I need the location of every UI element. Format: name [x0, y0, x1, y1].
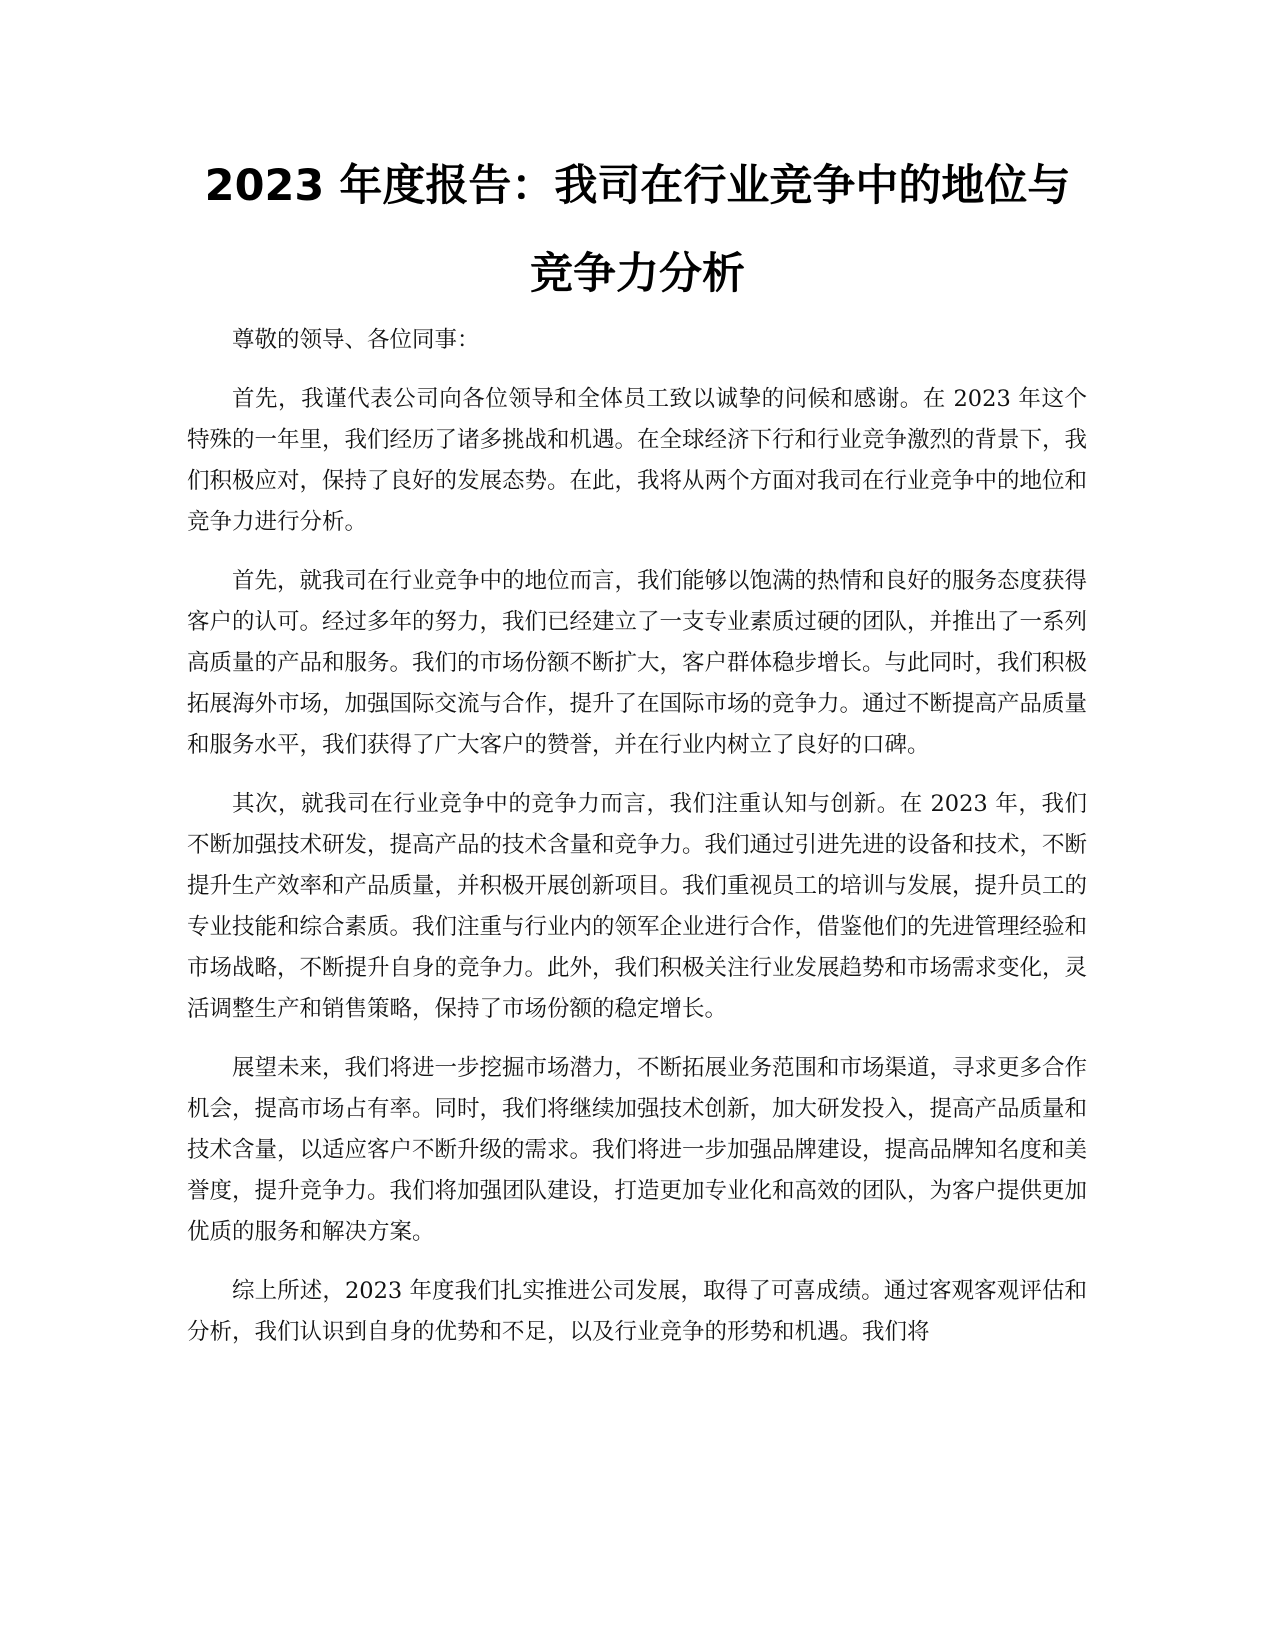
- title-line-1: 2023 年度报告：我司在行业竞争中的地位与: [204, 161, 1071, 211]
- greeting-paragraph: 尊敬的领导、各位同事：: [232, 327, 480, 353]
- paragraph-intro: 首先，我谨代表公司向各位领导和全体员工致以诚挚的问候和感谢。在 2023 年这个特殊的一年里，我们经历了诸多挑战和机遇。在全球经济下行和行业竞争激烈的背景下，我们积极应对，保持了良好的发展态势。在此，我将从两个方面对我司在行业竞争中的地位和竞争力进行分析。: [187, 386, 1088, 535]
- document-body: [187, 320, 1087, 1371]
- paragraph-competitiveness: 其次，就我司在行业竞争中的竞争力而言，我们注重认知与创新。在 2023 年，我们不断加强技术研发，提高产品的技术含量和竞争力。我们通过引进先进的设备和技术，不断提升生产效率和产品质量，并积极开展创新项目。我们重视员工的培训与发展，提升员工的专业技能和综合素质。我们注重与行业内的领军企业进行合作，借鉴他们的先进管理经验和市场战略，不断提升自身的竞争力。此外，我们积极关注行业发展趋势和市场需求变化，灵活调整生产和销售策略，保持了市场份额的稳定增长。: [187, 791, 1088, 1022]
- title-line-2: 竞争力分析: [530, 249, 745, 299]
- paragraph-summary: 综上所述，2023 年度我们扎实推进公司发展，取得了可喜成绩。通过客观客观评估和分析，我们认识到自身的优势和不足，以及行业竞争的形势和机遇。我们将: [187, 1278, 1087, 1345]
- paragraph-outlook: 展望未来，我们将进一步挖掘市场潜力，不断拓展业务范围和市场渠道，寻求更多合作机会，提高市场占有率。同时，我们将继续加强技术创新，加大研发投入，提高产品质量和技术含量，以适应客户不断升级的需求。我们将进一步加强品牌建设，提高品牌知名度和美誉度，提升竞争力。我们将加强团队建设，打造更加专业化和高效的团队，为客户提供更加优质的服务和解决方案。: [187, 1055, 1088, 1245]
- document-title: [150, 142, 1125, 318]
- paragraph-market-position: 首先，就我司在行业竞争中的地位而言，我们能够以饱满的热情和良好的服务态度获得客户的认可。经过多年的努力，我们已经建立了一支专业素质过硬的团队，并推出了一系列高质量的产品和服务。我们的市场份额不断扩大，客户群体稳步增长。与此同时，我们积极拓展海外市场，加强国际交流与合作，提升了在国际市场的竞争力。通过不断提高产品质量和服务水平，我们获得了广大客户的赞誉，并在行业内树立了良好的口碑。: [187, 568, 1088, 758]
